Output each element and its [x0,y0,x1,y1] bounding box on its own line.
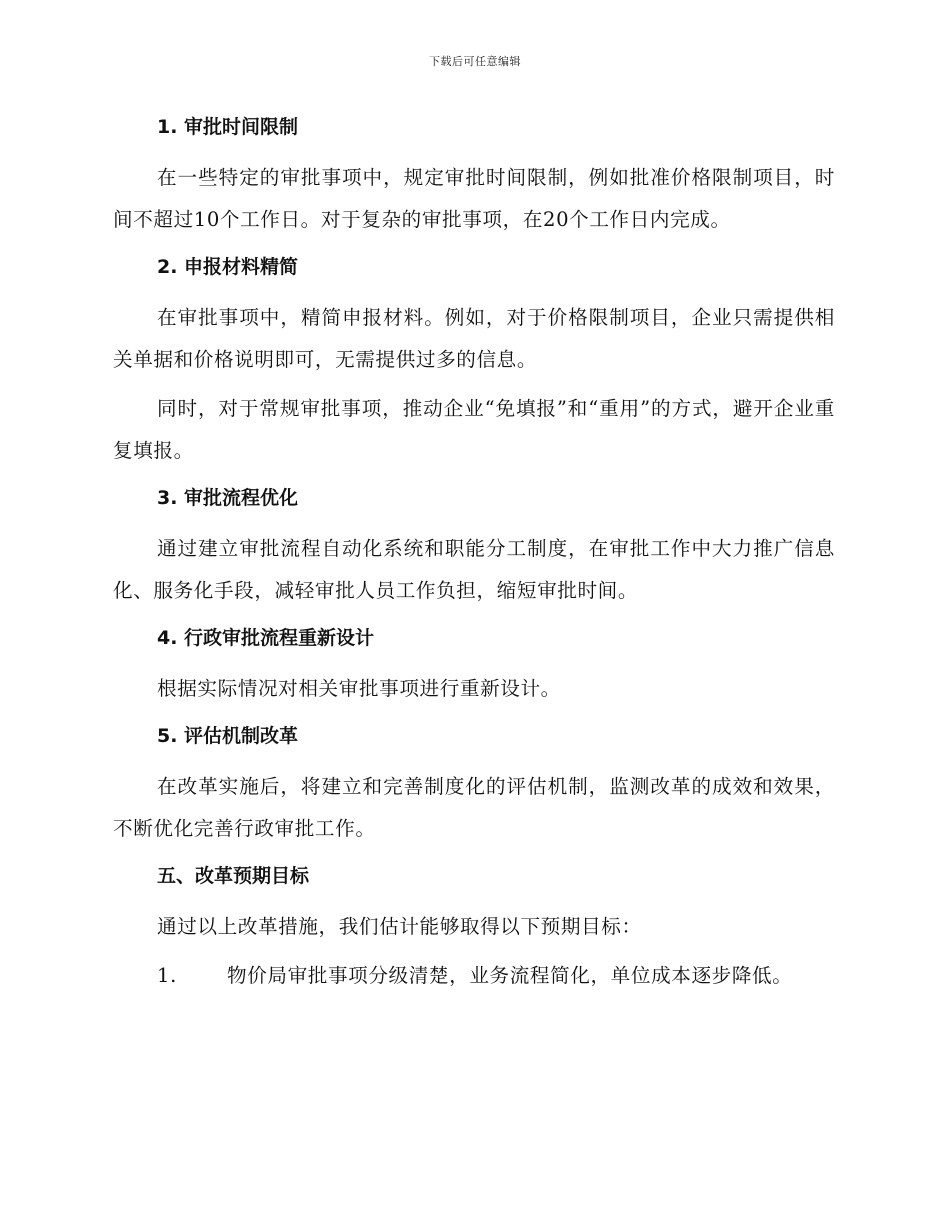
paragraph: 通过以上改革措施，我们估计能够取得以下预期目标： [157,915,642,938]
paragraph: 在一些特定的审批事项中，规定审批时间限制，例如批准价格限制项目，时间不超过10个工作日。对于复杂的审批事项，在20个工作日内完成。 [113,166,835,231]
list-item [113,955,835,997]
list-text: 物价局审批事项分级清楚，业务流程简化，单位成本逐步降低。 [227,964,793,987]
page-header: 下载后可任意编辑 [429,55,521,68]
section-heading-6: 五、改革预期目标 [157,865,310,887]
section-heading-4: 4. 行政审批流程重新设计 [157,627,375,649]
paragraph: 在改革实施后，将建立和完善制度化的评估机制，监测改革的成效和效果，不断优化完善行政审批工作。 [113,775,835,840]
section-heading-2: 2. 申报材料精简 [157,256,299,278]
section-heading-1: 1. 审批时间限制 [157,116,299,138]
paragraph: 同时，对于常规审批事项，推动企业“免填报”和“重用”的方式，避开企业重复填报。 [113,397,835,462]
section-heading-5: 5. 评估机制改革 [157,725,299,747]
paragraph: 在审批事项中，精简申报材料。例如，对于价格限制项目，企业只需提供相关单据和价格说明即可，无需提供过多的信息。 [113,306,835,371]
paragraph: 根据实际情况对相关审批事项进行重新设计。 [157,677,561,700]
document-body [113,108,835,997]
paragraph: 通过建立审批流程自动化系统和职能分工制度，在审批工作中大力推广信息化、服务化手段，减轻审批人员工作负担，缩短审批时间。 [113,537,835,602]
list-number: 1. [157,964,177,987]
section-heading-3: 3. 审批流程优化 [157,487,299,509]
